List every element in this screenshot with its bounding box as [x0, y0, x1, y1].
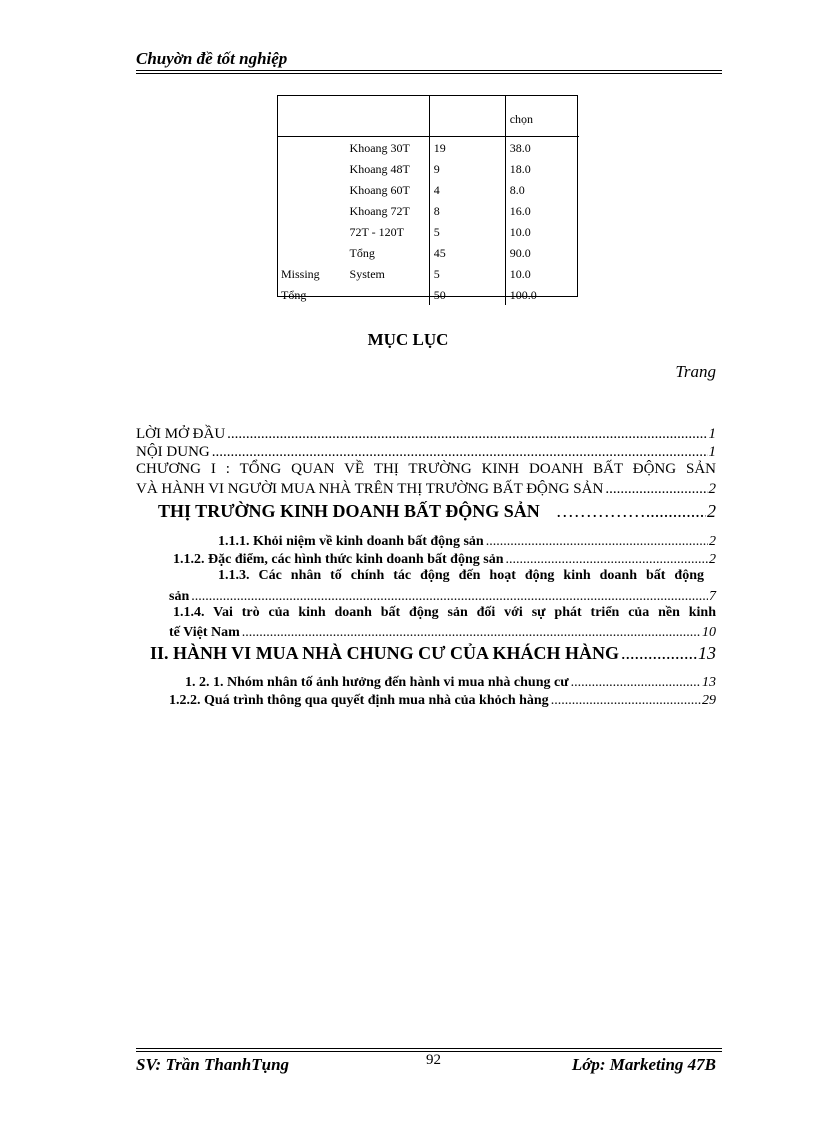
- toc-title: MỤC LỤC: [367, 330, 449, 349]
- toc-entry-1-1-2[interactable]: [173, 550, 716, 568]
- toc-leader-ellipsis: …………….: [555, 501, 651, 521]
- table-header-cell: chọn: [505, 96, 579, 137]
- table-cell: [277, 179, 346, 200]
- toc-entry-loi-mo-dau[interactable]: [136, 425, 716, 443]
- table-cell: Khoang 30T: [346, 137, 430, 159]
- table-row: [277, 200, 579, 221]
- toc-leader-dots: [571, 675, 701, 691]
- table-cell: 9: [429, 158, 505, 179]
- table-cell: 90.0: [509, 245, 531, 260]
- table-row: [277, 263, 579, 284]
- toc-leader-dots: [486, 534, 708, 550]
- table-cell: [277, 200, 346, 221]
- toc-leader-dots: [212, 444, 708, 461]
- toc-leader-dots: [191, 589, 708, 605]
- toc-entry-1-1-1[interactable]: [218, 532, 716, 550]
- toc-page-number: 2: [709, 534, 716, 549]
- toc-entry-section-1[interactable]: [158, 500, 716, 522]
- toc-entry-text: NỘI DUNG: [136, 444, 210, 460]
- table-cell: [277, 221, 346, 242]
- table-cell: 10.0: [509, 224, 531, 239]
- toc-page-number: 2: [707, 501, 716, 521]
- toc-entry-noi-dung[interactable]: [136, 443, 716, 461]
- toc-entry-1-2-2[interactable]: [169, 691, 716, 709]
- toc-page-number: 2: [708, 481, 716, 497]
- toc-entry-text: sản: [169, 589, 190, 604]
- toc-page-number: 29: [702, 693, 716, 708]
- toc-entry-1-1-3-line2[interactable]: [169, 587, 716, 605]
- table-cell: 5: [429, 221, 505, 242]
- table-header-cell: [429, 96, 505, 137]
- toc-entry-1-1-4-line2[interactable]: [169, 623, 716, 641]
- table-cell: Khoang 72T: [346, 200, 430, 221]
- table-cell: System: [346, 263, 430, 284]
- table-cell: Khoang 48T: [346, 158, 430, 179]
- table-cell: [277, 158, 346, 179]
- table-cell: Missing: [281, 266, 320, 281]
- trang-label: Trang: [675, 362, 716, 381]
- toc-page-number: 10: [702, 625, 716, 640]
- toc-entry-1-1-3-line1[interactable]: [218, 568, 704, 586]
- table-header-row: [277, 96, 579, 137]
- table-header-cell: [346, 96, 430, 137]
- table-row: [277, 242, 579, 263]
- toc-leader-dots: [242, 625, 701, 641]
- table-cell: Khoang 60T: [346, 179, 430, 200]
- table-row: [277, 137, 579, 159]
- toc-entry-text: VÀ HÀNH VI NGƯỜI MUA NHÀ TRÊN THỊ TRƯỜNG BẤT ĐỘNG SẢN: [136, 481, 604, 497]
- footer-class-label: Lớp: Marketing 47B: [571, 1055, 716, 1074]
- toc-entry-1-1-4-line1[interactable]: [173, 605, 716, 623]
- table-cell: 45: [429, 242, 505, 263]
- table-row: [277, 179, 579, 200]
- table-cell: [277, 242, 346, 263]
- toc-page-number: 13: [702, 675, 716, 690]
- toc-page-number: 2: [709, 552, 716, 567]
- toc-entry-1-2-1[interactable]: [185, 673, 716, 691]
- toc-entry-text: CHƯƠNG I : TỔNG QUAN VỀ THỊ TRƯỜNG KINH DOANH BẤT ĐỘNG SẢN: [136, 461, 716, 477]
- table-cell: 8.0: [509, 182, 525, 197]
- toc-entry-section-2[interactable]: [150, 642, 716, 664]
- toc-entry-text: 1. 2. 1. Nhóm nhân tố ảnh hưởng đến hành vi mua nhà chung cư: [185, 675, 569, 690]
- toc-leader-dots: [605, 481, 707, 498]
- table-cell: [277, 137, 346, 159]
- stats-table: [277, 96, 579, 305]
- toc-entry-text: 1.2.2. Quá trình thông qua quyết định mua nhà của khỏch hàng: [169, 693, 549, 708]
- table-row: [277, 284, 579, 305]
- toc-page-number: 1: [708, 444, 716, 460]
- table-cell: 19: [429, 137, 505, 159]
- toc-page-number: 7: [709, 589, 716, 604]
- toc-entry-text: 1.1.4. Vai trò của kinh doanh bất động sản đối với sự phát triển của nền kinh: [173, 605, 716, 620]
- table-cell: 16.0: [509, 203, 531, 218]
- toc-entry-text: 1.1.2. Đặc điểm, các hình thức kinh doanh bất động sản: [173, 552, 504, 567]
- toc-entry-text: tế Việt Nam: [169, 625, 240, 640]
- table-cell: [346, 284, 430, 305]
- table-cell: 50: [429, 284, 505, 305]
- table-row: [277, 158, 579, 179]
- table-cell: 18.0: [509, 161, 531, 176]
- toc-page-number: 1: [708, 426, 716, 442]
- table-row: [277, 221, 579, 242]
- toc-page-number: 13: [698, 643, 716, 663]
- table-cell: 5: [429, 263, 505, 284]
- table-cell: Tổng: [281, 287, 307, 302]
- table-header-cell: [277, 96, 346, 137]
- toc-leader-dots: [505, 552, 708, 568]
- table-cell: 72T - 120T: [346, 221, 430, 242]
- toc-entry-text: THỊ TRƯỜNG KINH DOANH BẤT ĐỘNG SẢN: [158, 501, 540, 521]
- footer-student-name: SV: Trần ThanhTụng: [136, 1055, 290, 1074]
- page-header-title: Chuyờn đề tốt nghiệp: [136, 49, 288, 68]
- toc-entry-chuong-1-line1[interactable]: [136, 461, 716, 479]
- table-cell: 4: [429, 179, 505, 200]
- header-rule: [136, 73, 722, 74]
- toc-entry-chuong-1-line2[interactable]: [136, 480, 716, 498]
- toc-leader-dots: [551, 693, 701, 709]
- footer-page-number: 92: [426, 1052, 441, 1068]
- toc-leader-dots: [650, 501, 706, 522]
- table-cell: Tổng: [346, 242, 430, 263]
- toc-entry-text: II. HÀNH VI MUA NHÀ CHUNG CƯ CỦA KHÁCH HÀNG: [150, 643, 620, 663]
- header-rule: [136, 70, 722, 71]
- footer-rule: [136, 1048, 722, 1049]
- toc-entry-text: 1.1.1. Khỏi niệm về kinh doanh bất động sản: [218, 534, 484, 549]
- table-cell: 38.0: [509, 140, 531, 155]
- toc-leader-dots: [621, 643, 697, 664]
- toc-entry-text: LỜI MỞ ĐẦU: [136, 426, 226, 442]
- table-cell: 100.0: [509, 287, 537, 302]
- table-cell: 8: [429, 200, 505, 221]
- toc-entry-text: 1.1.3. Các nhân tố chính tác động đến hoạt động kinh doanh bất động: [218, 568, 704, 583]
- toc-leader-dots: [227, 426, 707, 443]
- table-cell: 10.0: [509, 266, 531, 281]
